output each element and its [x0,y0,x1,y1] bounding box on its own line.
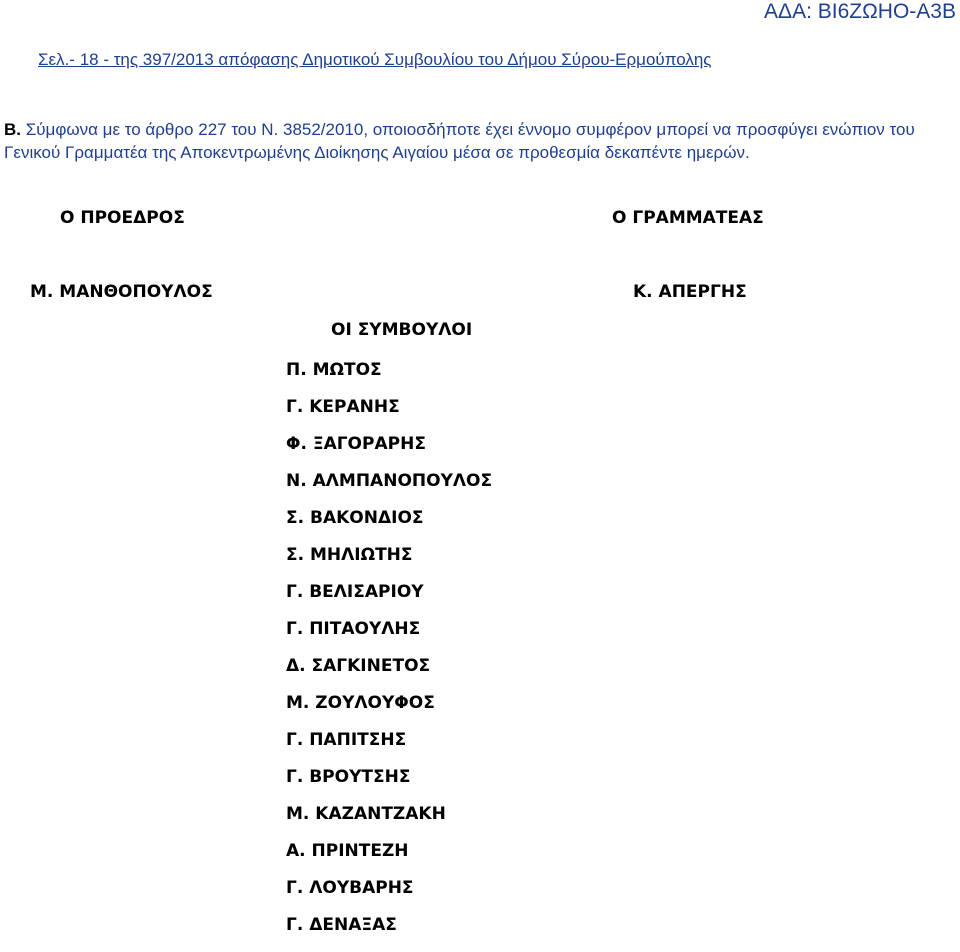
page-header: Σελ.- 18 - της 397/2013 απόφασης Δημοτικού Συμβουλίου του Δήμου Σύρου-Ερμούπολης [38,50,712,69]
secretary-title: Ο ΓΡΑΜΜΑΤΕΑΣ [612,208,764,228]
appeal-paragraph [4,118,949,164]
member-name: Α. ΠΡΙΝΤΕΖΗ [286,841,409,861]
member-name: Σ. ΒΑΚΟΝΔΙΟΣ [286,508,424,528]
secretary-name: Κ. ΑΠΕΡΓΗΣ [633,282,747,302]
members-title: ΟΙ ΣΥΜΒΟΥΛΟΙ [331,320,473,340]
member-name: Ν. ΑΛΜΠΑΝΟΠΟΥΛΟΣ [286,471,493,491]
ada-code: ΑΔΑ: ΒΙ6ΖΩΗΟ-Α3Β [764,0,956,23]
member-name: Γ. ΔΕΝΑΞΑΣ [286,915,397,935]
member-name: Γ. ΠΑΠΙΤΣΗΣ [286,730,407,750]
paragraph-text: Σύμφωνα με το άρθρο 227 του Ν. 3852/2010, οποιοσδήποτε έχει έννομο συμφέρον μπορεί να προσφύγει ενώπιον του Γενικού Γραμματέα της Αποκεντρωμένης Διοίκησης Αιγαίου μέσα σε προθεσμία δεκαπέντε ημερών. [4,120,915,162]
president-name: Μ. ΜΑΝΘΟΠΟΥΛΟΣ [30,282,213,302]
member-name: Γ. ΚΕΡΑΝΗΣ [286,397,400,417]
member-name: Γ. ΛΟΥΒΑΡΗΣ [286,878,414,898]
member-name: Δ. ΣΑΓΚΙΝΕΤΟΣ [286,656,431,676]
paragraph-label: Β. [4,120,21,139]
member-name: Μ. ΖΟΥΛΟΥΦΟΣ [286,693,435,713]
member-name: Π. ΜΩΤΟΣ [286,360,382,380]
members-list [286,360,492,952]
member-name: Γ. ΒΕΛΙΣΑΡΙΟΥ [286,582,424,602]
member-name: Φ. ΞΑΓΟΡΑΡΗΣ [286,434,426,454]
member-name: Γ. ΒΡΟΥΤΣΗΣ [286,767,411,787]
member-name: Σ. ΜΗΛΙΩΤΗΣ [286,545,413,565]
president-title: Ο ΠΡΟΕΔΡΟΣ [60,208,185,228]
member-name: Γ. ΠΙΤΑΟΥΛΗΣ [286,619,421,639]
member-name: Μ. ΚΑΖΑΝΤΖΑΚΗ [286,804,446,824]
